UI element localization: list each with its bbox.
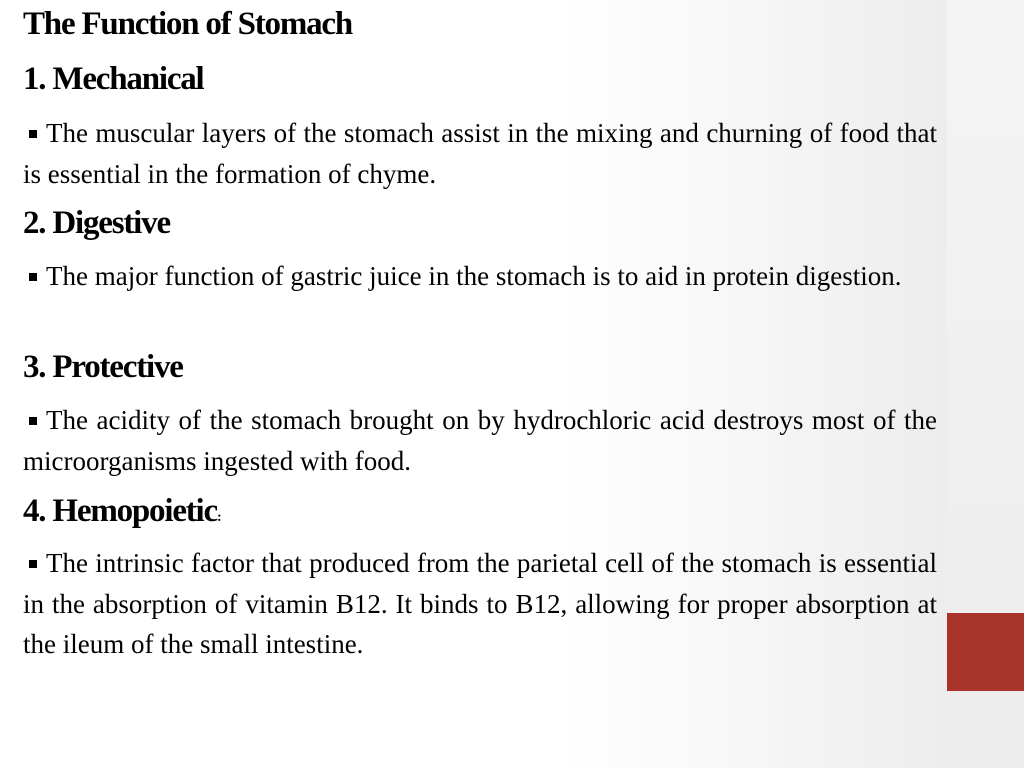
section-body-hemopoietic: The intrinsic factor that produced from the parietal cell of the stomach is essential in the absorption of vitamin B12. It binds to B12, allowing for proper absorption at the ileum of the small intestine. — [23, 548, 937, 659]
section-heading-mechanical: 1. Mechanical — [23, 61, 204, 97]
section-text-hemopoietic — [23, 543, 937, 665]
square-bullet-icon — [29, 130, 37, 138]
section-heading-hemopoietic — [23, 495, 222, 528]
section-body-protective: The acidity of the stomach brought on by hydrochloric acid destroys most of the microorganisms ingested with food. — [23, 405, 937, 476]
section-body-mechanical: The muscular layers of the stomach assist in the mixing and churning of food that is essential in the formation of chyme. — [23, 118, 937, 189]
section-text-protective — [23, 400, 937, 481]
section-heading-protective: 3. Protective — [23, 349, 183, 385]
section-text-mechanical — [23, 113, 937, 194]
section-heading-hemopoietic-label: 4. Hemopoietic — [23, 493, 217, 529]
accent-block — [947, 613, 1024, 691]
slide-title: The Function of Stomach — [23, 6, 353, 42]
square-bullet-icon — [29, 417, 37, 425]
square-bullet-icon — [29, 560, 37, 568]
square-bullet-icon — [29, 273, 37, 281]
section-text-digestive — [23, 256, 937, 297]
section-body-digestive: The major function of gastric juice in the stomach is to aid in protein digestion. — [46, 261, 902, 291]
section-heading-hemopoietic-colon: : — [216, 510, 222, 525]
section-heading-digestive: 2. Digestive — [23, 205, 170, 241]
